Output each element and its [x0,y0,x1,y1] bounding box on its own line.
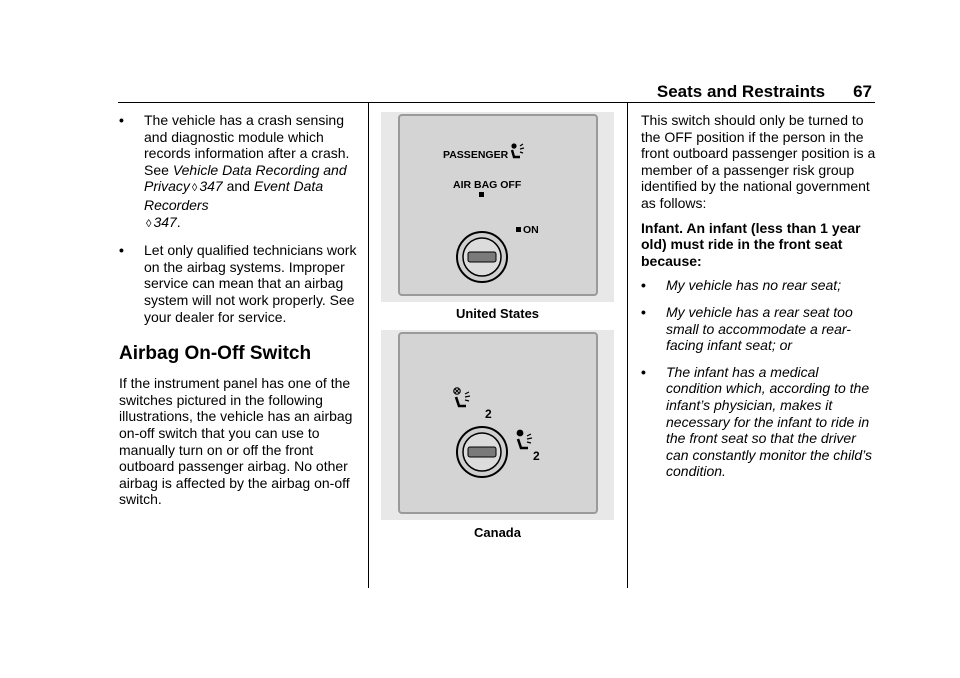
us-switch-illustration [381,112,614,302]
bullet-glyph: • [119,242,124,259]
list-item [641,304,877,354]
canada-switch-illustration [381,330,614,520]
list-item [641,277,877,294]
section-heading: Airbag On-Off Switch [119,343,312,365]
cross-reference-page: 347 [199,178,223,195]
figure-caption-us: United States [455,306,540,321]
off-indicator-light [479,192,484,197]
list-item: • The vehicle has a crash sensing and diagnostic module which records information after a crash. See Vehicle Data Recording and Privacy ◊ 347 and Event Data Recorders ◊ 347. [119,112,350,230]
cross-reference-title: Vehicle Data Recording and Privacy [144,161,347,195]
bullet-glyph: • [641,363,646,380]
on-indicator-light [516,227,521,232]
body-paragraph: This switch should only be turned to the OFF position if the person in the front outboard passenger position is a member of a passenger risk group identified by the national government as follows: [641,112,876,211]
switch-knob [457,427,507,477]
list-item [641,364,877,480]
right-column [641,112,877,490]
cross-reference-title: Event Data Recorders [144,178,324,213]
bullet-text: My vehicle has a rear seat too small to accommodate a rear-facing infant seat; or [666,303,853,354]
list-item [119,242,359,325]
bullet-text: The infant has a medical condition which, according to the infant’s physician, makes it necessary for the infant to ride in the front seat so that the driver can constantly monitor the child’s condition. [666,363,872,480]
bullet-glyph: • [641,277,646,294]
bullet-text: The vehicle has a crash sensing and diagnostic module which records information after a crash. See [144,112,350,178]
figure-canada [381,330,614,520]
section-title: Seats and Restraints [656,82,826,101]
left-column [119,112,359,516]
off-position-number: 2 [485,407,492,421]
ref-arrow-icon: ◊ [146,217,152,230]
bullet-text: My vehicle has no rear seat; [666,277,842,294]
airbag-off-label: AIR BAG OFF [453,179,522,191]
bullet-glyph: • [641,303,646,320]
page-number: 67 [853,82,872,101]
switch-knob [457,232,507,282]
infant-heading: Infant. An infant (less than 1 year old) must ride in the front seat because: [641,219,861,269]
column-divider-right [627,103,628,588]
page-header [657,82,872,102]
ref-arrow-icon: ◊ [191,182,198,195]
column-divider-left [368,103,369,588]
figure-caption-canada: Canada [474,525,521,540]
passenger-label: PASSENGER [443,149,509,161]
on-label: ON [523,224,539,236]
body-paragraph: If the instrument panel has one of the switches pictured in the following illustrations, the vehicle has an airbag on-off switch that you can use to manually turn on or off the front outboard passenger airbag. No other airbag is affected by the airbag on-off switch. [119,375,353,508]
bullet-text: Let only qualified technicians work on the airbag systems. Improper service can mean that an airbag system will not work properly. See your dealer for service. [144,242,357,325]
on-position-number: 2 [533,449,540,463]
header-rule [118,102,875,103]
bullet-text: and [222,178,254,195]
bullet-glyph: • [119,112,124,128]
figure-united-states [381,112,614,302]
cross-reference-page: 347 [153,213,177,230]
